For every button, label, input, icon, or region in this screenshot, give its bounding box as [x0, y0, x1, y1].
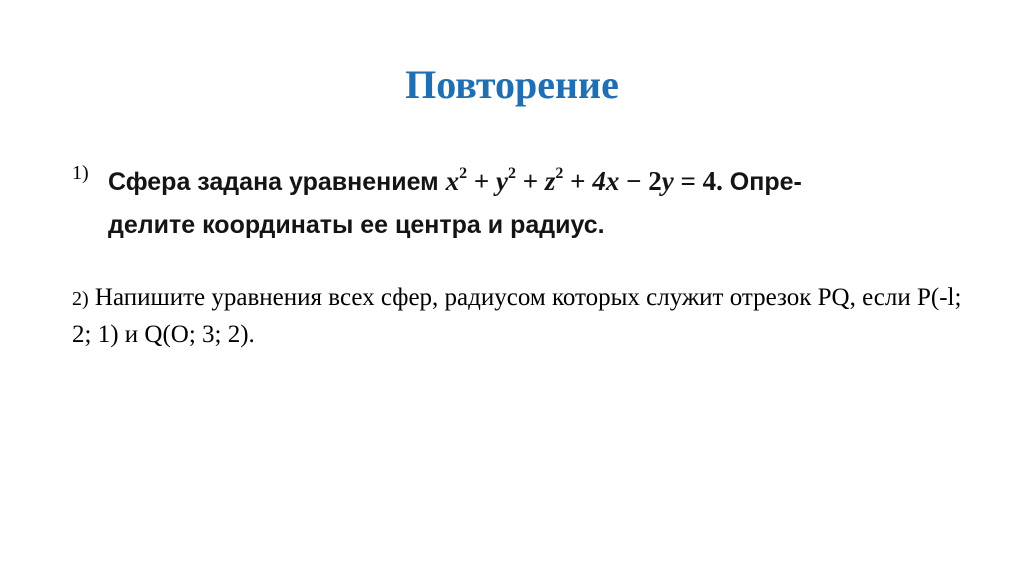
eq-z-exp: 2	[555, 165, 564, 182]
problem-1-number: 1)	[72, 162, 89, 184]
problem-2-number: 2)	[72, 288, 89, 310]
eq-plus-2: +	[522, 166, 539, 196]
eq-z: z	[544, 166, 556, 196]
problem-2-body: Напишите уравнения всех сфер, радиусом которых служит отрезок PQ, если P(-l; 2; 1) и Q(O; 3; 2).	[72, 284, 962, 348]
problem-2-text	[72, 280, 972, 353]
problem-1-line-1	[108, 160, 908, 204]
eq-plus-1: +	[473, 166, 490, 196]
sphere-equation	[446, 166, 723, 196]
eq-plus-3: +	[570, 166, 586, 196]
problem-1-line-2: делите координаты ее центра и радиус.	[108, 211, 605, 239]
problem-1-text	[108, 160, 908, 247]
eq-term-2: 2	[648, 166, 662, 196]
eq-term-4x: 4x	[592, 166, 620, 196]
eq-equals: =	[680, 166, 696, 196]
eq-y-exp: 2	[508, 165, 517, 182]
problem-1-line-1-tail: Опре-	[729, 168, 802, 196]
eq-x: x	[445, 166, 460, 196]
problem-1-line-1-text: Сфера задана уравнением	[108, 168, 439, 196]
eq-y: y	[496, 166, 509, 196]
slide-title: Повторение	[405, 62, 619, 107]
eq-var-y: y	[661, 166, 674, 196]
eq-minus: −	[626, 166, 642, 196]
eq-x-exp: 2	[459, 165, 468, 182]
eq-rhs: 4.	[702, 166, 723, 196]
